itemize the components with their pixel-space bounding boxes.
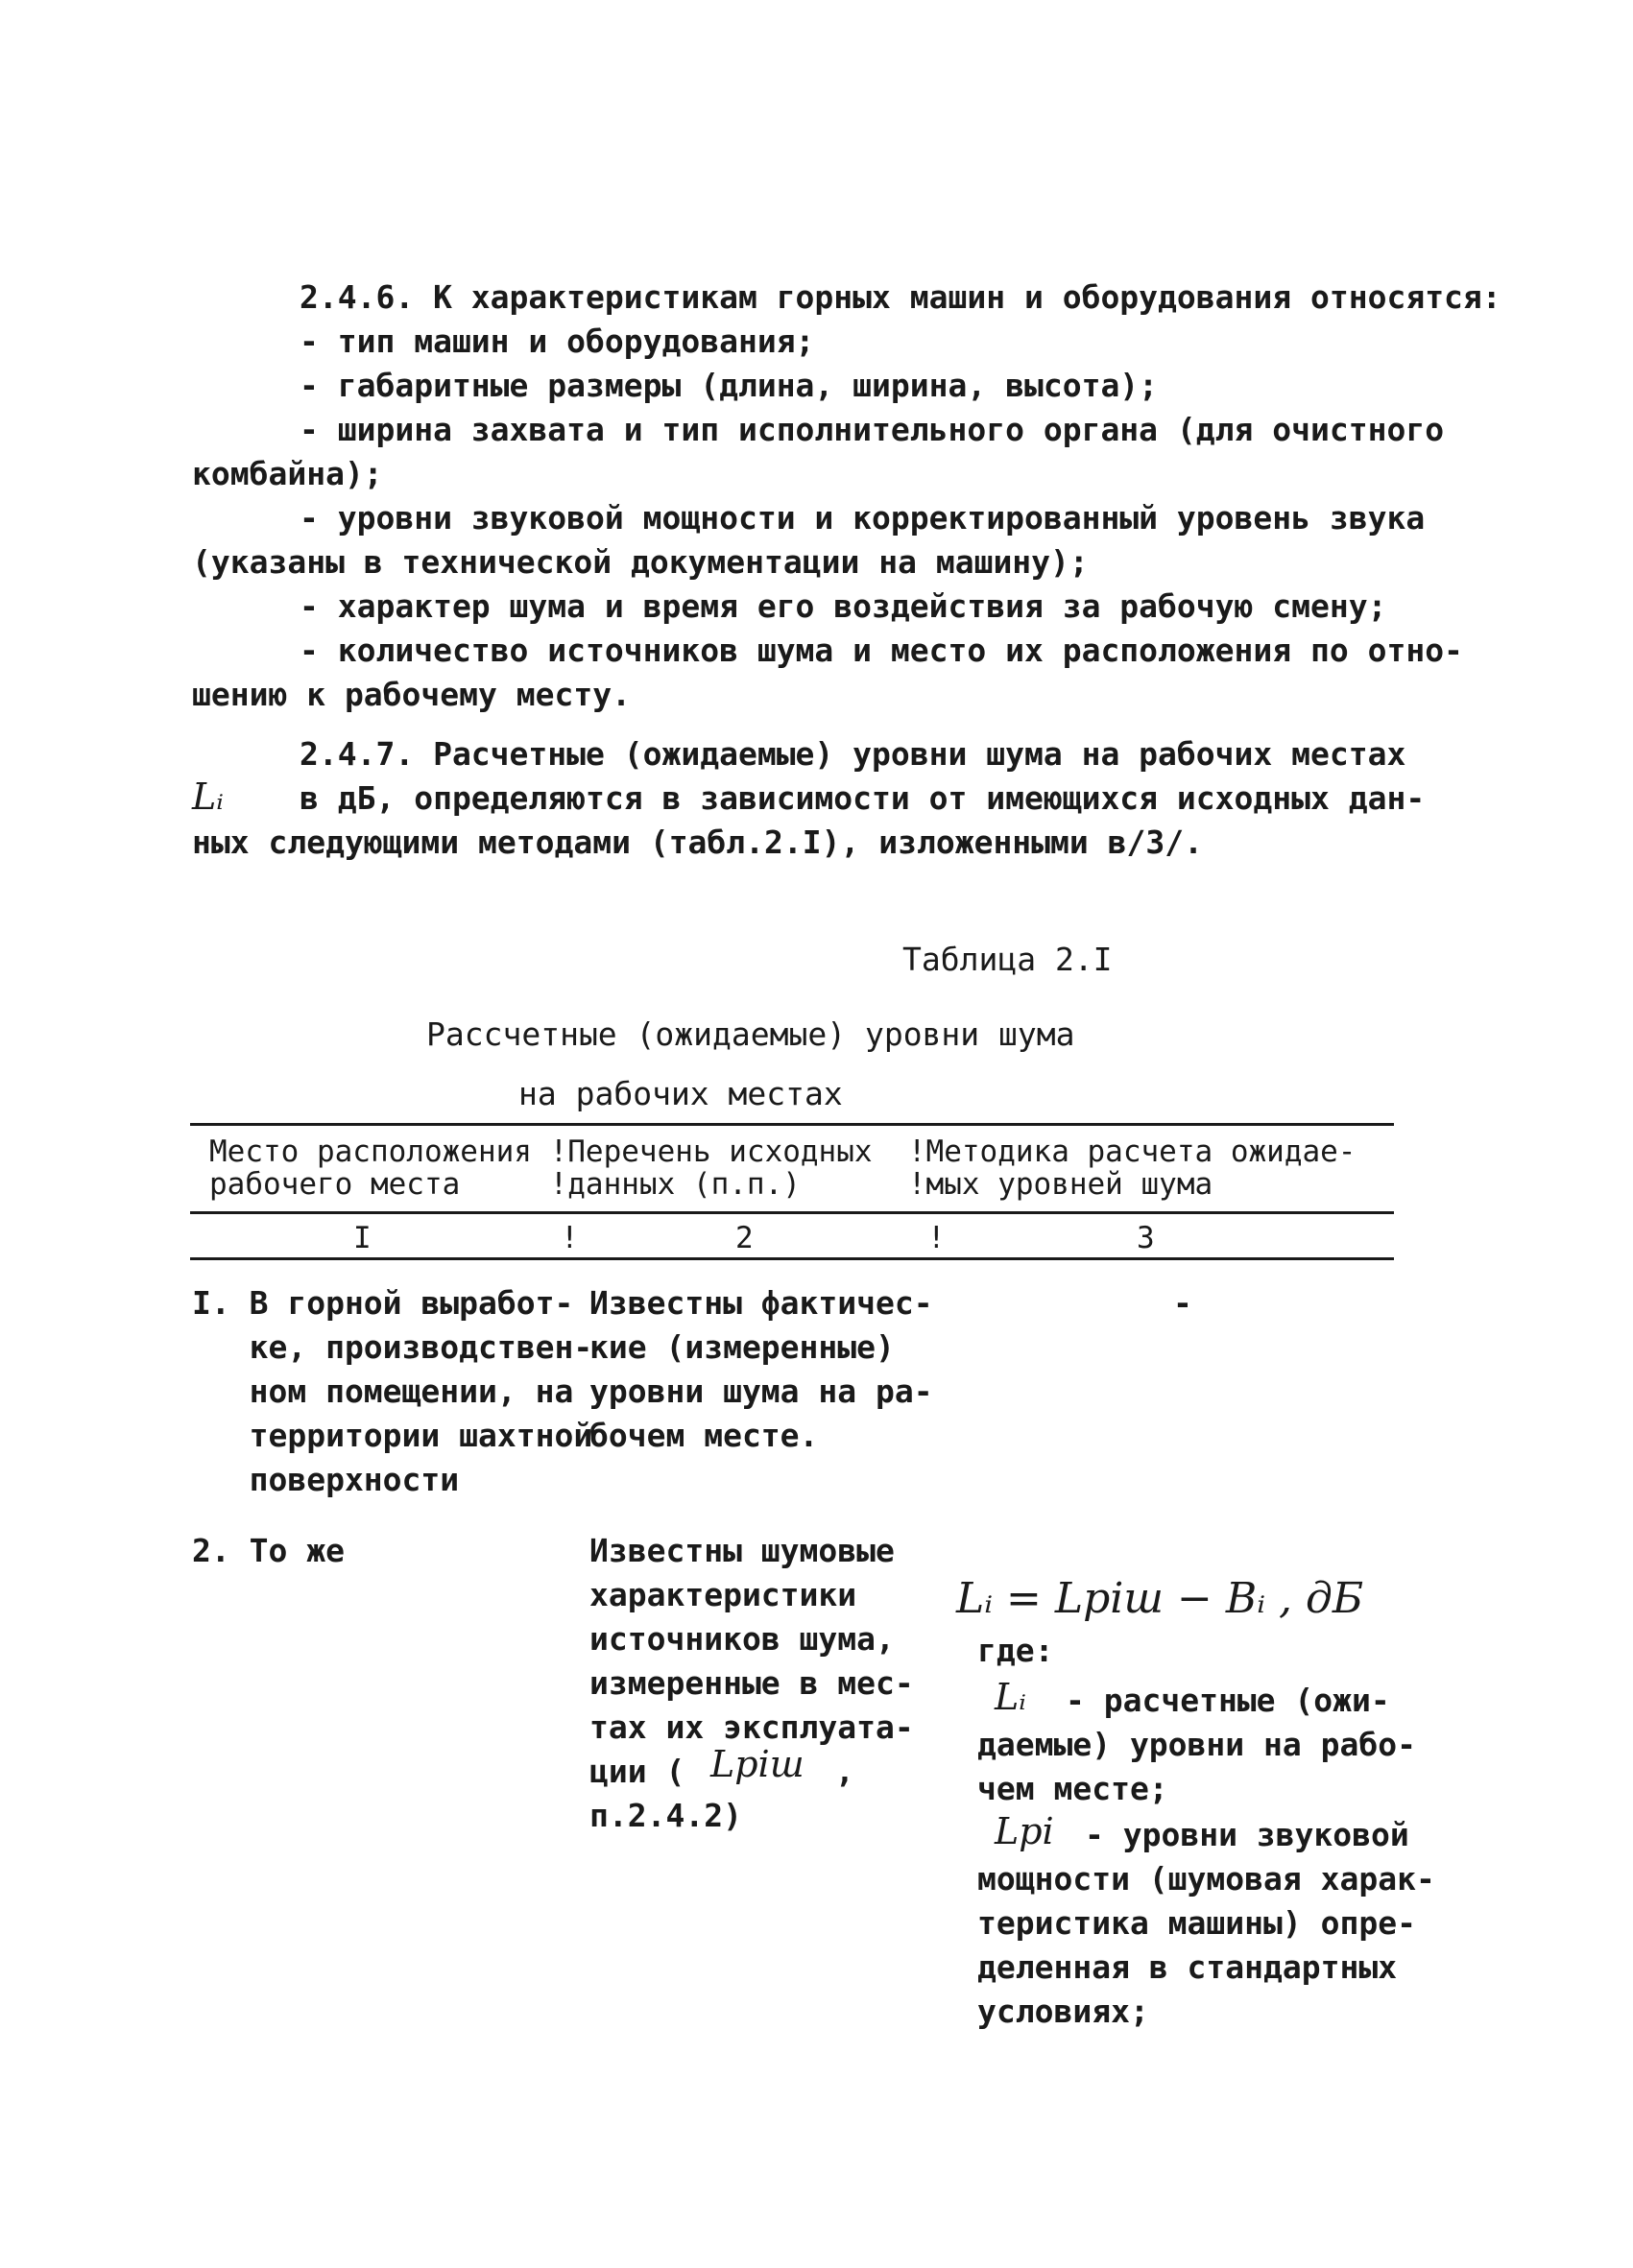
list-item: - характер шума и время его воздействия за рабочую смену; (300, 587, 1387, 625)
row1-col1-line: поверхности (192, 1461, 460, 1498)
column-number-1: I (353, 1221, 372, 1255)
row1-col2-line: бочем месте. (589, 1417, 819, 1454)
row1-col1-line: ке, производствен- (192, 1328, 593, 1366)
row1-col1-line: территории шахтной (192, 1417, 593, 1454)
list-item: - количество источников шума и место их расположения по отно- (300, 632, 1463, 669)
row1-col2-line: кие (измеренные) (589, 1328, 895, 1366)
table-title-line1: Рассчетные (ожидаемые) уровни шума (426, 1015, 1075, 1053)
row2-col2-line: характеристики (589, 1576, 857, 1613)
section-2-4-7-line1: 2.4.7. Расчетные (ожидаемые) уровни шума на рабочих местах (300, 735, 1406, 773)
def2-line: мощности (шумовая харак- (977, 1860, 1435, 1898)
row2-col2-line: Известны шумовые (589, 1532, 895, 1569)
row2-col1: 2. То же (192, 1532, 345, 1569)
row1-col1-line: ном помещении, на (192, 1373, 574, 1410)
row1-col3: - (1173, 1284, 1192, 1322)
row2-col2-line: тах их эксплуата- (589, 1708, 914, 1746)
symbol-lpish: Lрiш (710, 1743, 804, 1785)
def2-symbol: Lрi (995, 1810, 1054, 1852)
table-number-rule (190, 1257, 1394, 1260)
row1-col1-line: I. В горной выработ- (192, 1284, 574, 1322)
def2-line: - уровни звуковой (1085, 1816, 1409, 1853)
def1-line: даемые) уровни на рабо- (977, 1726, 1416, 1763)
symbol-li: Lᵢ (192, 776, 224, 818)
column-separator: ! (927, 1221, 946, 1255)
table-top-rule (190, 1123, 1394, 1126)
section-2-4-6-heading: 2.4.6. К характеристикам горных машин и оборудования относятся: (300, 278, 1501, 316)
column-separator: ! (561, 1221, 579, 1255)
list-item: шению к рабочему месту. (192, 676, 631, 713)
formula: Lᵢ = Lрiш − Bᵢ , дБ (956, 1574, 1364, 1623)
list-item: - уровни звуковой мощности и корректированный уровень звука (300, 499, 1426, 537)
table-header-line2: рабочего места !данных (п.п.) !мых уровней шума (209, 1167, 1213, 1202)
row2-col2-comma: , (835, 1753, 854, 1790)
def1-line: - расчетные (ожи- (1066, 1682, 1390, 1719)
list-item: - габаритные размеры (длина, ширина, высота); (300, 367, 1159, 404)
section-2-4-7-line3: ных следующими методами (табл.2.I), изложенными в/3/. (192, 824, 1203, 861)
def1-symbol: Lᵢ (995, 1676, 1026, 1718)
list-item: (указаны в технической документации на машину); (192, 543, 1089, 581)
list-item: - тип машин и оборудования; (300, 322, 815, 360)
def2-line: условиях; (977, 1993, 1149, 2030)
def2-line: теристика машины) опре- (977, 1904, 1416, 1942)
table-header-rule (190, 1211, 1394, 1214)
row1-col2-line: Известны фактичес- (589, 1284, 933, 1322)
formula-where: где: (977, 1632, 1054, 1669)
table-label: Таблица 2.I (902, 941, 1113, 978)
def2-line: деленная в стандартных (977, 1948, 1398, 1986)
column-number-2: 2 (735, 1221, 754, 1255)
section-2-4-7-line2: в дБ, определяются в зависимости от имеющихся исходных дан- (300, 779, 1426, 817)
table-header-line1: Место расположения !Перечень исходных !Методика расчета ожидае- (209, 1134, 1357, 1169)
column-number-3: 3 (1137, 1221, 1155, 1255)
row1-col2-line: уровни шума на ра- (589, 1373, 933, 1410)
list-item: комбайна); (192, 455, 383, 492)
list-item: - ширина захвата и тип исполнительного органа (для очистного (300, 411, 1445, 448)
table-title-line2: на рабочих местах (518, 1075, 843, 1112)
row2-col2-line: п.2.4.2) (589, 1797, 742, 1834)
row2-col2-line: источников шума, (589, 1620, 895, 1658)
row2-col2-line: ции ( (589, 1753, 685, 1790)
def1-line: чем месте; (977, 1770, 1168, 1807)
row2-col2-line: измеренные в мес- (589, 1664, 914, 1702)
